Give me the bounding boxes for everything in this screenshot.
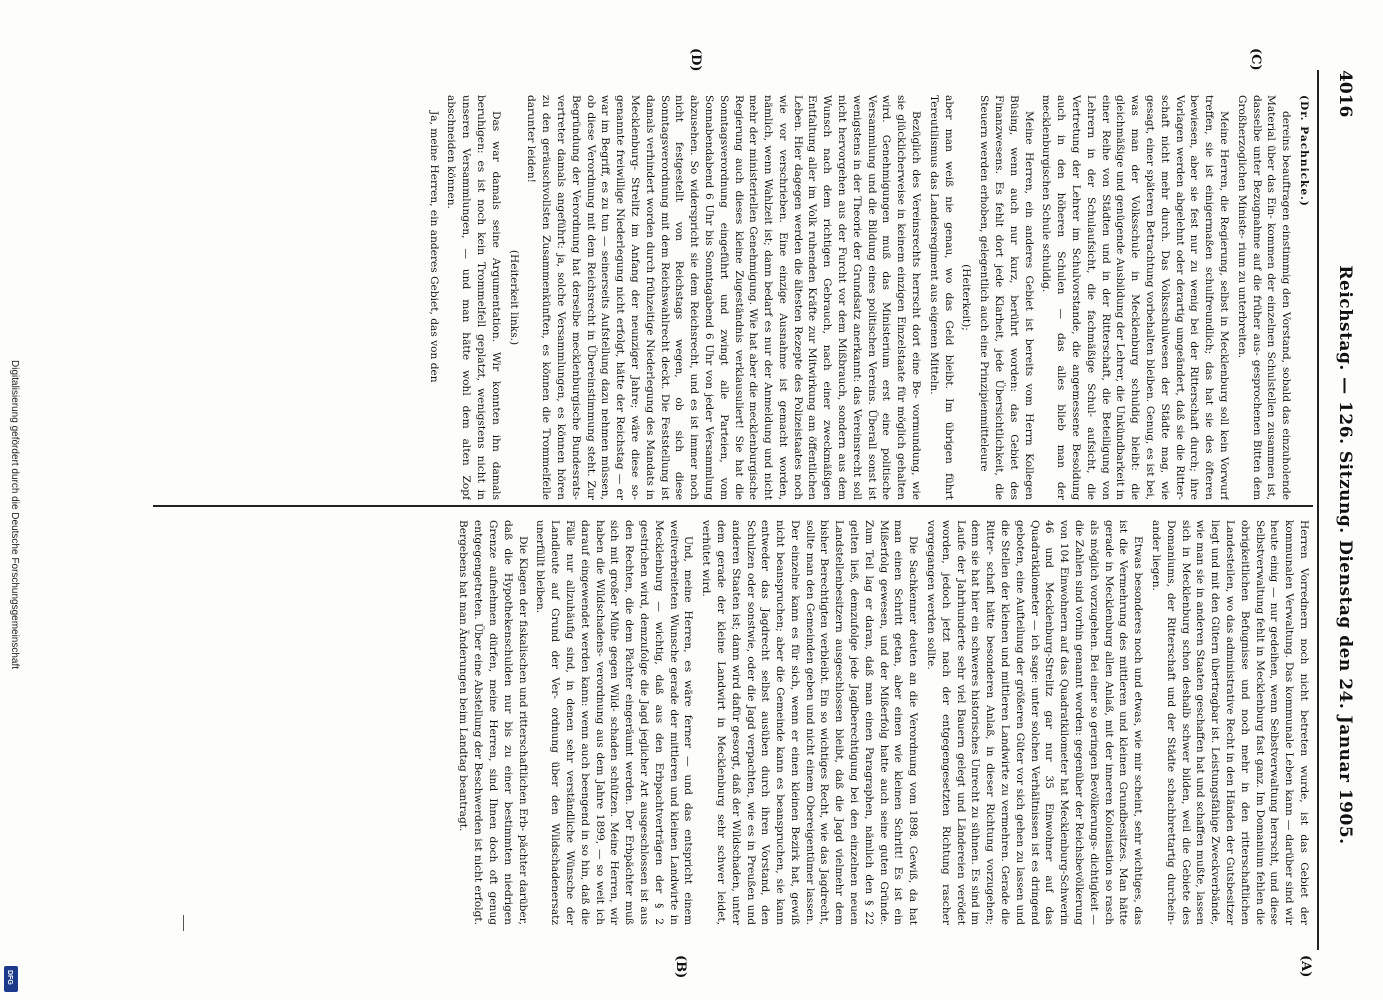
interjection: (Heiterkeit); xyxy=(960,264,973,331)
interjection: (Heiterkeit links.) xyxy=(507,249,520,346)
paragraph: Etwas besonderes noch und etwas, wie mir scheint, sehr wichtiges, das ist die Vermehrung des mittleren und kleinen Grundbesitzes. Man hätte gerade in Mecklenburg allen Anlaß, mit der inneren Kolonisation so rasch als möglich vorzugehen. Bei einer so geringen Bevölkerungs- dichtigkeit — die Zahlen sind vorhin genannt worden: gegenüber der Reichsbevölkerung von 104 Einwohnern auf das Quadratkilometer hat Mecklenburg-Schwerin 46 und Mecklenburg-Strelitz gar nur 35 Einwohner auf das Quadratkilometer — ich sage: unter solchen Verhältnissen ist es dringend geboten, eine Aufteilung der größeren Güter vor sich gehen zu lassen und die Stellen der kleinen und mittleren Landwirte zu vermehren. Gerade die Ritter- schaft hätte besonderen Anlaß, in dieser Richtung vorzugehen; denn sie hat hier ein schweres historisches Unrecht zu sühnen. Es sind im Laufe der Jahrhunderte sehr viel Bauern gelegt und Ländereien verödet worden, jedoch jetzt nach der entgegengesetzten Richtung rascher vorgegangen werden sollte. xyxy=(925,520,1145,925)
left-text-column xyxy=(161,95,1311,500)
paragraph: Das war damals seine Argumentation. Wir konnten ihn damals beruhigen: es ist noch kein Trommelfell geplatzt, wenigstens nicht in unseren Versammlungen, — und man hätte wohl dem alten Zopf abschneiden können. xyxy=(445,95,502,500)
header-title: Reichstag. — 126. Sitzung. Dienstag den 24. Januar 1905. xyxy=(1335,265,1355,845)
paragraph: Meine Herren, die Regierung, selbst in Mecklenburg soll kein Vorwurf treffen, sie ist einigermaßen schulfreundlich; das hat sie des öfteren bewiesen, aber sie fest nur zu wenig bei der Ritterschaft durch; ihre Vorlagen werden abgelehnt oder derartig umgeändert, daß sie die Ritter- schaft nicht mehr durch. Das Volksschulwesen der Städte mag, wie gesagt, einer späteren Betrachtung vorbehalten bleiben. Genug, es ist bei, was man der Volksschule in Mecklenburg schuldig bleibt: die gleichmäßige und genügende Ausbildung der Lehrer, die Unkündbarkeit in einer Reihe von Städten und in der Ritterschaft, die Beteiligung von Lehrern in der Schulaufsicht, die fachmäßige Schul- aufsicht, die Vertretung der Lehrer im Schulvorstande, die angemessene Besoldung auch in den höheren Schulen — das alles blieb man der mecklenburgischen Schule schuldig. xyxy=(1040,95,1231,500)
margin-marker-c: (C) xyxy=(1248,48,1263,71)
paragraph: Und, meine Herren, es wäre ferner — und das entspricht einem weitverbreiteten Wunsche gerade der mittleren und kleinen Landwirte in Mecklenburg — wichtig, daß aus den Erbpachtverträgen der § 2 gestrichen wird, demzufolge die Jagd jeglicher Art ausgeschlossen ist aus den Rechten, die dem Pächter eingeräumt werden. Der Erbpächter muß sich mit großer Mühe gegen Wild- schaden schützen. Meine Herren, wir haben die Wildschadens- verordnung aus dem Jahre 1899, — so weit ich darauf eingewendet werden kann: wenn auch beengend in so hin, daß die Fälle nur allzuhäufig sind, in denen sehr verständliche Wünsche der Landleute auf Grund der Ver- ordnung über den Wildschadenersatz unerfüllt bleiben. xyxy=(534,520,695,925)
paragraph: aber man weiß nie genau, wo das Geld bleibt. Im übrigen führt Tereutilismus das Landesregiment aus eigenen Mitteln. xyxy=(927,95,955,500)
paragraph: Herren Vorrednern noch nicht betreten wurde, ist das Gebiet der kommunalen Verwaltung. Das kommunale Leben kann — darüber sind wir heute einig — nur gedeihen, wenn Selbstverwaltung herrscht, und diese Selbstverwaltung fehlt in Mecklenburg fast ganz. Im Domanium fehlen die obrigkeitlichen Befugnisse und noch mehr in den ritterschaftlichen Landesteilen, wo das administrative Recht in den Händen der Gutsbesitzer liegt und mit den Gütern übertragbar ist. Leistungsfähige Zweckverbände, wie man sie in anderen Staaten geschaffen hat und schaffen mußte, lassen sich in Mecklenburg schon deshalb schwer bilden, weil die Gebiete des Domaniums, der Ritterschaft und der Städte schachbrettartig durchein- ander liegen. xyxy=(1150,520,1310,925)
paragraph: Meine Herren, ein anderes Gebiet ist bereits vom Herrn Kollegen Büsing, wenn auch nur kurz, berührt worden: das Gebiet des Finanzwesens. Es fehlt dort jede Klarheit, jede Übersichtlichkeit, die Steuern werden erhoben, gelegentlich auch eine Prinzipienmitteleure xyxy=(978,95,1035,500)
column-divider xyxy=(153,505,1313,507)
paragraph: Die Klagen der fiskalischen und ritterschaftlichen Erb- pächter darüber, daß die Hypothekenschulden nur bis zu einer bestimmten niedrigen Grenze aufnehmen dürfen, meine Herren, sind Ihnen doch oft genug entgegengetreten. Über eine Abstellung der Beschwerden ist nicht erfolgt. Bergebens hat man Änderungen beim Landtag beantragt. xyxy=(457,520,529,925)
page-number: 4016 xyxy=(1335,70,1355,118)
margin-marker-b: (B) xyxy=(673,955,688,979)
margin-marker-d: (D) xyxy=(688,48,703,72)
paragraph: Ja, meine Herren, ein anderes Gebiet, das von den xyxy=(427,111,440,383)
paragraph: Die Sachkenner deuten an die Verordnung vom 1898. Gewiß, da hat man einen Schritt getan, aber einen wie kleinen Schritt! Es ist ein Mißerfolg gewesen, und der Mißerfolg hatte auch seine guten Gründe. Zum Teil lag er daran, daß man einen Paragraphen, nämlich den § 22 gelten ließ, demzufolge jede Jagdberechtigung bei den einzelnen neuen Landstellenbesitzern ausgeschlossen bleibt, daß die Jagd vielmehr dem bisher Berechtigten verbleibt. Ein so wichtiges Recht, wie das Jagdrecht, sollte man den Gemeinden geben und nicht einem Obereigentümer lassen. Der einzelne kann es für sich, wenn er einen kleinen Bezirk hat, gewiß nicht beanspruchen; aber die Gemeinde kann es beanspruchen, sie kann entweder das Jagdrecht selbst ausüben durch ihren Vorstand, den Schulzen oder sonstwie, oder die Jagd verpachten, wie es in Preußen und anderen Staaten ist; dann wird dafür gesorgt, daß der Wildschaden, unter dem gerade der kleine Landwirt in Mecklenburg sehr schwer leidet, verhütet wird. xyxy=(700,520,920,925)
dfg-logo-icon xyxy=(4,966,18,992)
credit-text: Digitalisierung gefördert durch die Deutsche Forschungsgemeinschaft xyxy=(9,360,20,670)
paragraph: dereins beauftragen einstimmig den Vorstand, sobald das einzuholende Material über das Ein- kommen der einzelnen Schulstellen zusammen ist, dasselbe unter Bezugnahme auf die früher aus- gesprochenen Bitten dem Großherzoglichen Ministe- rium zu unterbreiten. xyxy=(1235,95,1293,500)
margin-marker-a: (A) xyxy=(1298,955,1313,978)
right-text-column xyxy=(161,520,1311,925)
dfg-logo-text: DFG xyxy=(6,970,13,985)
digitization-credit xyxy=(6,360,18,990)
paragraph: Bezüglich des Vereinsrechts herrscht dort eine Be- vormundung, wie sie glücklicherweise in keinem einzigen Einzelstaate für möglich gehalten wird. Genehmigungen muß das Ministerium erst eine politische Versammlung und die Bildung eines politischen Vereins. Überall sonst ist wenigstens in der Theorie der Grundsatz anerkannt: das Vereinsrecht soll nicht hervorgehen aus der Furcht vor dem Mißbrauch, sondern aus dem Wunsch nach dem richtigen Gebrauch, nach einer zweckmäßigen Entfaltung aller im Volk ruhenden Kräfte zur Mitwirkung am öffentlichen Leben. Hier dagegen werden die ältesten Rezepte des Polizeistaates noch wie vor verschrieben. Eine einzige Ausnahme ist gemacht worden, nämlich, wenn Wahlzeit ist; dann bedarf es nur der Anmeldung und nicht mehr der ministeriellen Genehmigung. Wie hat aber die mecklenburgische Regierung auch dieses kleine Zugeständnis verklausuliert! Sie hat die Sonntagsverordnung eingeführt und zwingt alle Parteien, vom Sonnabendabend 6 Uhr bis Sonntagabend 6 Uhr von jeder Versammlung abzusehen. So widerspricht sie dem Reichsrecht, und es ist immer noch nicht festgestellt von Reichstags wegen, ob sich diese Sonntagsverordnung mit dem Reichswahlrecht deckt. Die Feststellung ist damals verhindert worden durch frühzeitige Niederlegung des Mandats in Mecklenburg- Strelitz im Anfang der neunziger Jahre; wäre diese so- genannte freiwillige Niederlegung nicht erfolgt, hätte der Reichstag — er war im Begriff, es zu tun — seinerseits Aufstellung dazu nehmen müssen, ob diese Verordnung mit dem Reichsrecht in Übereinstimmung steht. Zur Begründung der Verordnung hat derselbe mecklenburgische Bundesrats- vertreter damals angeführt: ja, solche Versammlungen, es können hören zu den geräuschvollsten Zusammenkünften, es können die Trommelfelle darunter leiden! xyxy=(525,95,923,500)
speaker-label: (Dr. Pachnicke.) xyxy=(1298,95,1310,207)
page-header xyxy=(1317,70,1363,950)
margin-tick xyxy=(183,915,184,931)
